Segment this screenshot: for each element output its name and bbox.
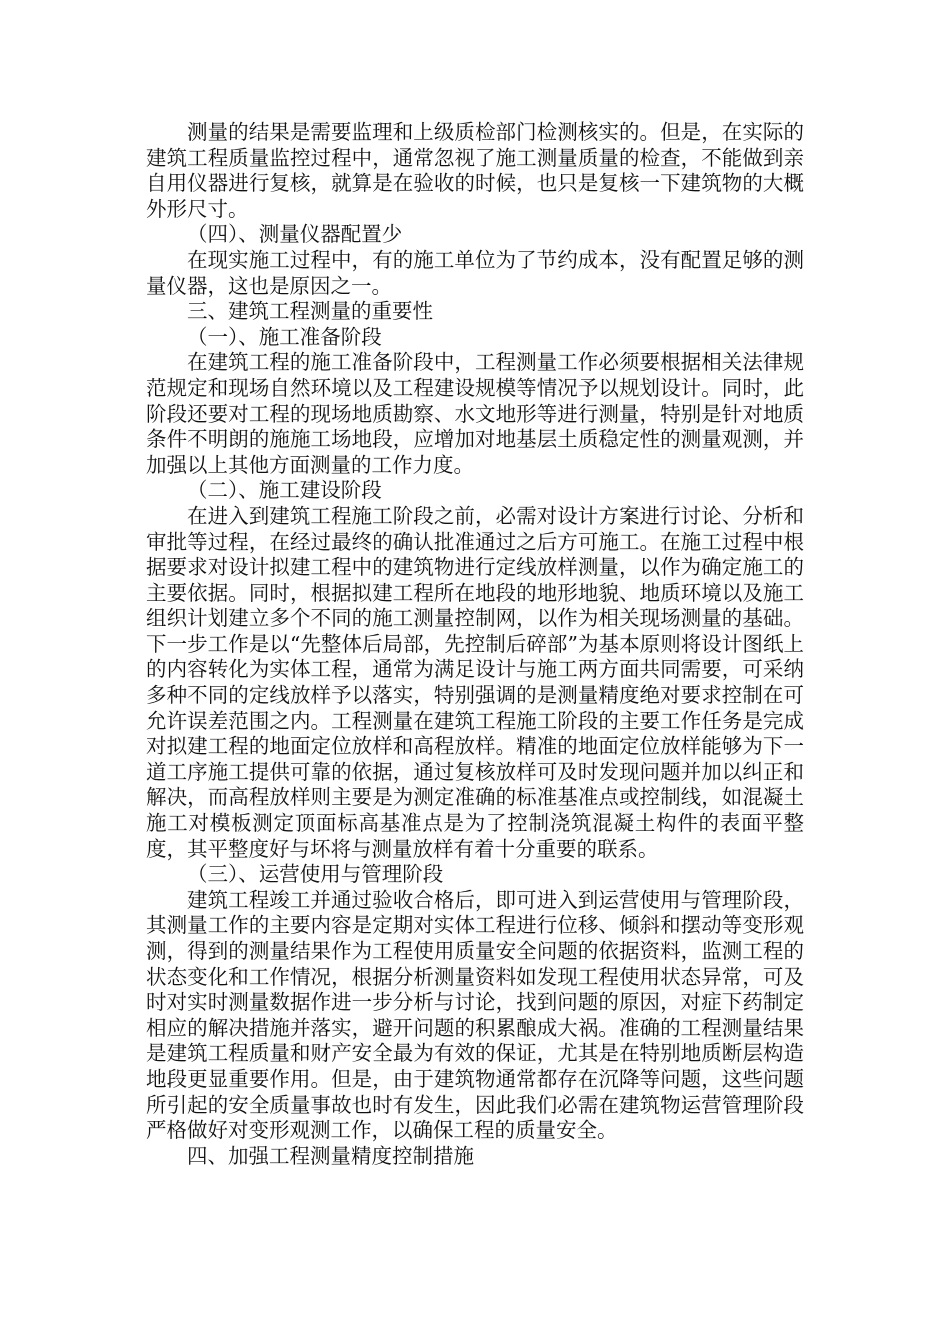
paragraph-operation-stage: 建筑工程竣工并通过验收合格后，即可进入到运营使用与管理阶段，其测量工作的主要内容是定期对实体工程进行位移、倾斜和摆动等变形观测，得到的测量结果作为工程使用质量安全问题的依据资料，监测工程的状态变化和工作情况，根据分析测量资料如发现工程使用状态异常，可及时对实时测量数据作进一步分析与讨论，找到问题的原因，对症下药制定相应的解决措施并落实，避开问题的积累酿成大祸。准确的工程测量结果是建筑工程质量和财产安全最为有效的保证，尤其是在特别地质断层构造地段更显重要作用。但是，由于建筑物通常都存在沉降等问题，这些问题所引起的安全质量事故也时有发生，因此我们必需在建筑物运营管理阶段严格做好对变形观测工作，以确保工程的质量安全。 [146, 887, 804, 1143]
paragraph-construction-stage: 在进入到建筑工程施工阶段之前，必需对设计方案进行讨论、分析和审批等过程，在经过最终的确认批准通过之后方可施工。在施工过程中根据要求对设计拟建工程中的建筑物进行定线放样测量，以作为确定施工的主要依据。同时，根据拟建工程所在地段的地形地貌、地质环境以及施工组织计划建立多个不同的施工测量控制网，以作为相关现场测量的基础。下一步工作是以“先整体后局部，先控制后碎部”为基本原则将设计图纸上的内容转化为实体工程，通常为满足设计与施工两方面共同需要，可采纳多种不同的定线放样予以落实，特别强调的是测量精度绝对要求控制在可允许误差范围之内。工程测量在建筑工程施工阶段的主要工作任务是完成对拟建工程的地面定位放样和高程放样。精准的地面定位放样能够为下一道工序施工提供可靠的依据，通过复核放样可及时发现问题并加以纠正和解决，而高程放样则主要是为测定准确的标准基准点或控制线，如混凝土施工对模板测定顶面标高基准点是为了控制浇筑混凝土构件的表面平整度，其平整度好与坏将与测量放样有着十分重要的联系。 [146, 503, 804, 861]
heading-3-operation-stage: （三）、运营使用与管理阶段 [187, 862, 444, 887]
heading-2-construction-stage: （二）、施工建设阶段 [187, 478, 382, 503]
heading-1-preparation-stage: （一）、施工准备阶段 [187, 324, 382, 349]
heading-section-3-importance: 三、建筑工程测量的重要性 [187, 299, 433, 324]
paragraph-instrument-shortage: 在现实施工过程中，有的施工单位为了节约成本，没有配置足够的测量仪器，这也是原因之一。 [146, 247, 804, 298]
heading-4-instrument-shortage: （四）、测量仪器配置少 [187, 222, 403, 247]
paragraph-measurement-verification: 测量的结果是需要监理和上级质检部门检测核实的。但是，在实际的建筑工程质量监控过程中，通常忽视了施工测量质量的检查，不能做到亲自用仪器进行复核，就算是在验收的时候，也只是复核一下建筑物的大概外形尺寸。 [146, 120, 804, 221]
heading-section-4-precision-control: 四、加强工程测量精度控制措施 [187, 1143, 474, 1168]
document-page [146, 120, 804, 1169]
paragraph-preparation-stage: 在建筑工程的施工准备阶段中，工程测量工作必须要根据相关法律规范规定和现场自然环境以及工程建设规模等情况予以规划设计。同时，此阶段还要对工程的现场地质勘察、水文地形等进行测量，特别是针对地质条件不明朗的施施工场地段，应增加对地基层土质稳定性的测量观测，并加强以上其他方面测量的工作力度。 [146, 350, 804, 477]
